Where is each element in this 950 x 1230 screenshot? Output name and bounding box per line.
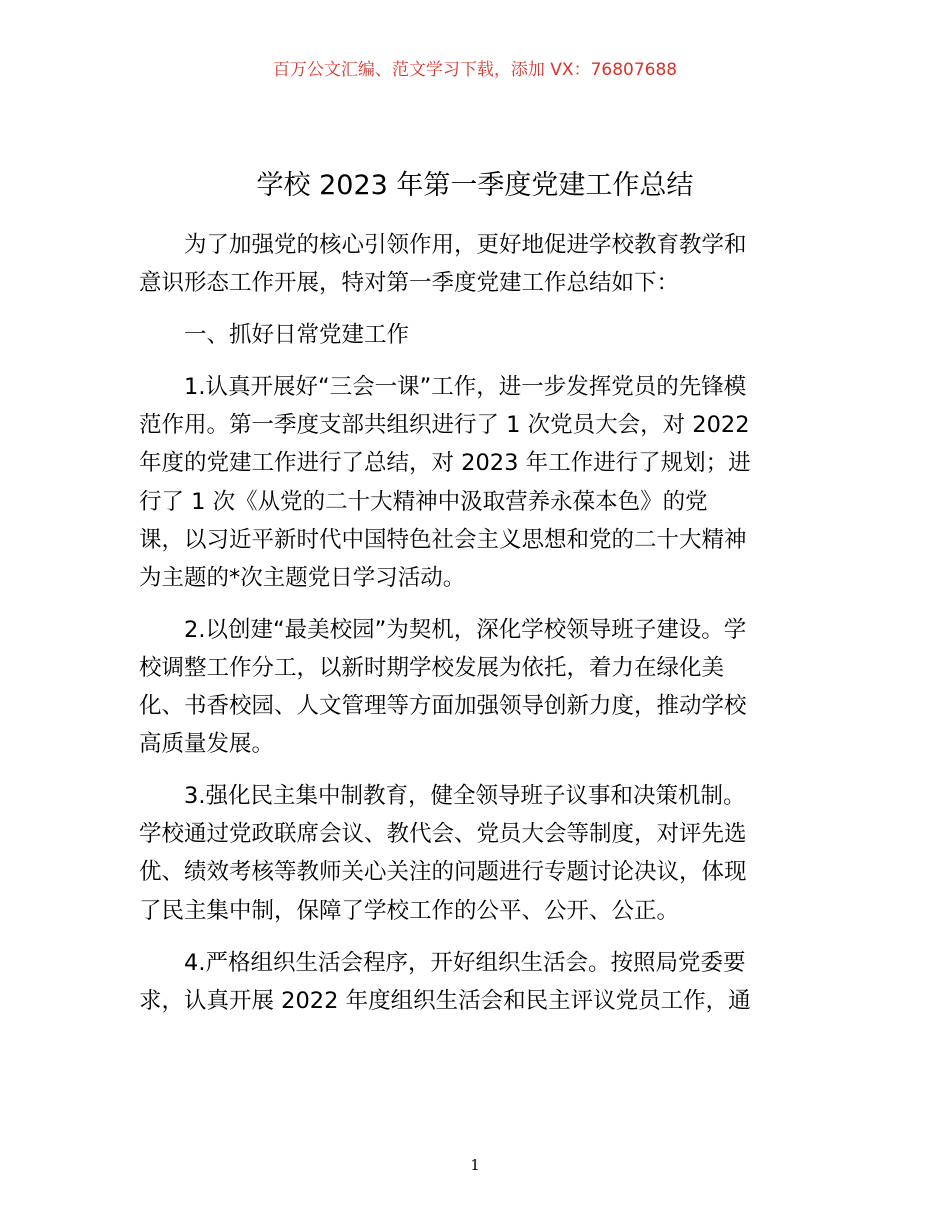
paragraph-item-3: 3.强化民主集中制教育，健全领导班子议事和决策机制。 学校通过党政联席会议、教代会、党员大会等制度，对评先选 优、绩效考核等教师关心关注的问题进行专题讨论决议，体现 了民主集中制，保障了学校工作的公平、公开、公正。 (139, 783, 747, 924)
watermark-header: 百万公文汇编、范文学习下载，添加 VX：76807688 (272, 60, 678, 80)
paragraph-item-2: 2.以创建“最美校园”为契机，深化学校领导班子建设。学 校调整工作分工，以新时期学校发展为依托，着力在绿化美 化、书香校园、人文管理等方面加强领导创新力度，推动学校 高质量发展。 (139, 616, 747, 758)
document-title: 学校 2023 年第一季度党建工作总结 (256, 170, 694, 201)
paragraph-item-4: 4.严格组织生活会程序，开好组织生活会。按照局党委要 求，认真开展 2022 年度组织生活会和民主评议党员工作，通 (139, 949, 751, 1014)
paragraph-item-1: 1.认真开展好“三会一课”工作，进一步发挥党员的先锋模 范作用。第一季度支部共组织进行了 1 次党员大会，对 2022 年度的党建工作进行了总结，对 2023 年工作进行了规划；进 行了 1 次《从党的二十大精神中汲取营养永葆本色》的党 课，以习近平新时代中国特色社会主义思想和党的二十大精神 为主题的*次主题党日学习活动。 (139, 374, 751, 591)
paragraph-intro: 为了加强党的核心引领作用，更好地促进学校教育教学和 意识形态工作开展，特对第一季度党建工作总结如下： (139, 232, 747, 297)
section-heading-1: 一、抓好日常党建工作 (184, 322, 410, 349)
document-body (139, 226, 813, 1034)
page-number: 1 (470, 1156, 480, 1174)
